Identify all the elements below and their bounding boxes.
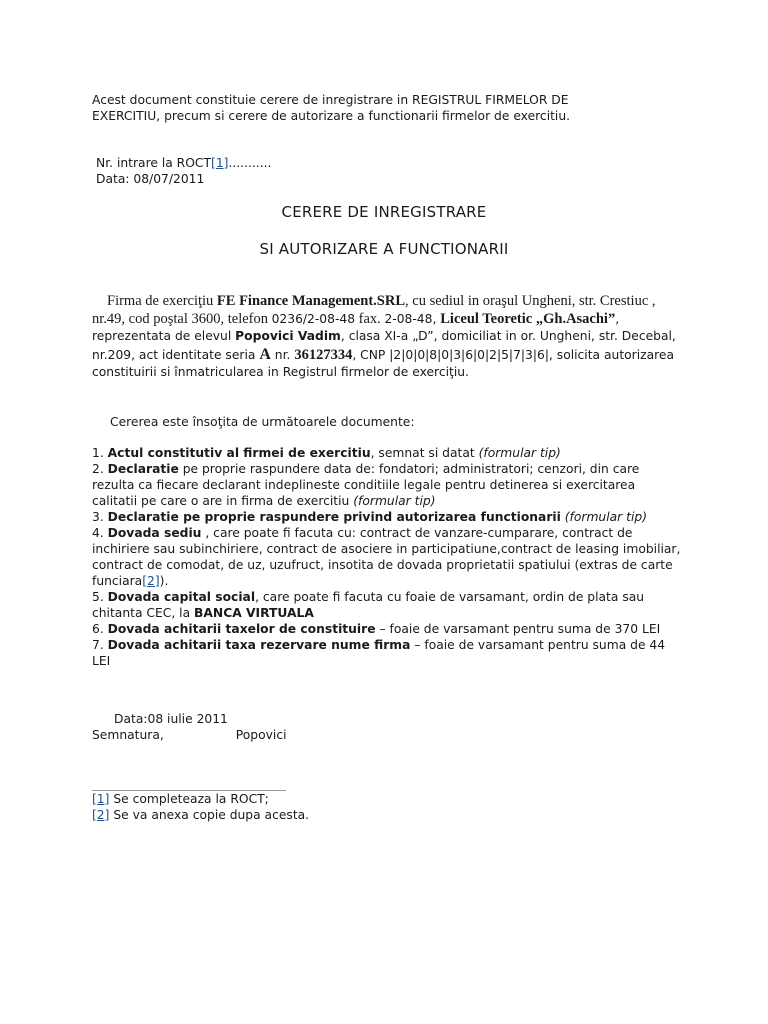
document-title-line-1: CERERE DE INREGISTRARE [281, 203, 487, 221]
body-text: nr. [270, 347, 295, 362]
list-item: 3. Declaratie pe proprie raspundere privind autorizarea functionarii (formular tip) [92, 510, 647, 524]
footnote-ref-2[interactable]: [2] [142, 574, 160, 588]
signature-block [92, 711, 682, 743]
footnote-back-ref-2[interactable]: [2] [92, 808, 110, 822]
footnote-text: Se va anexa copie dupa acesta. [109, 808, 310, 822]
list-item: 4. Dovada sediu , care poate fi facuta cu: contract de vanzare-cumparare, contract de inchiriere sau subinchiriere, contract de asociere in participatiune,contract de leasing imobiliar, contract de comodat, de uz, uzufruct, insotita de dovada proprietatii spatiului (extras de carte funciara[2]). [92, 526, 681, 588]
phone-number: 0236/2-08-48 [271, 311, 356, 326]
footnote-1 [92, 791, 682, 807]
signature-line [92, 727, 682, 743]
entry-number-label: Nr. intrare la ROCT [96, 156, 212, 170]
footnote-ref-1[interactable]: [1] [211, 156, 229, 170]
documents-list [92, 445, 682, 669]
body-text: , cu sediul in oraşul Ungheni, str. Crestiuc , nr.49, cod poştal 3600, telefon [92, 293, 656, 327]
signature-date: Data:08 iulie 2011 [114, 712, 228, 726]
body-text: , CNP |2|0|0|8|0|3|6|0|2|5|7|3|6|, solicita autorizarea constituirii si înmatricularea in Registrul firmelor de exerciţiu. [92, 347, 675, 379]
intro-paragraph [92, 92, 682, 124]
body-text: Firma de exerciţiu [107, 293, 217, 309]
body-text: , clasa XI-a „D”, domiciliat in or. Ungheni, str. Decebal, nr.209, act identitate seria [92, 329, 676, 362]
school-name: Liceul Teoretic „Gh.Asachi” [440, 310, 616, 327]
footnote-2 [92, 807, 682, 823]
entry-number-dots: ........... [228, 156, 272, 170]
firm-name: FE Finance Management.SRL [216, 293, 406, 309]
intro-line-2: EXERCITIU, precum si cerere de autorizare a functionarii firmelor de exercitiu. [92, 109, 571, 123]
student-name: Popovici Vadim [235, 329, 341, 343]
footnote-text: Se completeaza la ROCT; [109, 792, 269, 806]
list-item: 5. Dovada capital social, care poate fi facuta cu foaie de varsamant, ordin de plata sau chitanta CEC, la BANCA VIRTUALA [92, 590, 645, 620]
footnotes [92, 791, 682, 823]
main-paragraph [92, 293, 682, 382]
document-title-line-2: SI AUTORIZARE A FUNCTIONARII [259, 240, 509, 258]
list-item: 7. Dovada achitarii taxa rezervare nume firma – foaie de varsamant pentru suma de 44 LEI [92, 638, 666, 668]
documents-intro: Cererea este însoţita de următoarele documente: [110, 415, 415, 429]
fax-number: 2-08-48 [384, 311, 433, 326]
body-text: fax. [355, 310, 385, 327]
signature-name: Popovici [235, 728, 287, 742]
list-item: 1. Actul constitutiv al firmei de exercitiu, semnat si datat (formular tip) [92, 446, 561, 460]
registration-header [96, 155, 686, 187]
list-item: 2. Declaratie pe proprie raspundere data de: fondatori; administratori; cenzori, din care rezulta ca fiecare declarant indeplineste conditiile legale pentru detinerea si exercitarea calitatii pe care o are in firma de exercitiu (formular tip) [92, 462, 640, 508]
signature-label: Semnatura, [92, 728, 164, 742]
id-number: 36127334 [294, 346, 353, 363]
intro-line-1: Acest document constituie cerere de inregistrare in REGISTRUL FIRMELOR DE [92, 93, 569, 107]
footnote-back-ref-1[interactable]: [1] [92, 792, 110, 806]
entry-number-line [96, 155, 686, 171]
body-text: , [432, 311, 441, 326]
id-series: A [259, 345, 271, 363]
request-date: Data: 08/07/2011 [96, 172, 205, 186]
body-text: , reprezentata de elevul [92, 311, 620, 343]
list-item: 6. Dovada achitarii taxelor de constituire – foaie de varsamant pentru suma de 370 LEI [92, 622, 661, 636]
